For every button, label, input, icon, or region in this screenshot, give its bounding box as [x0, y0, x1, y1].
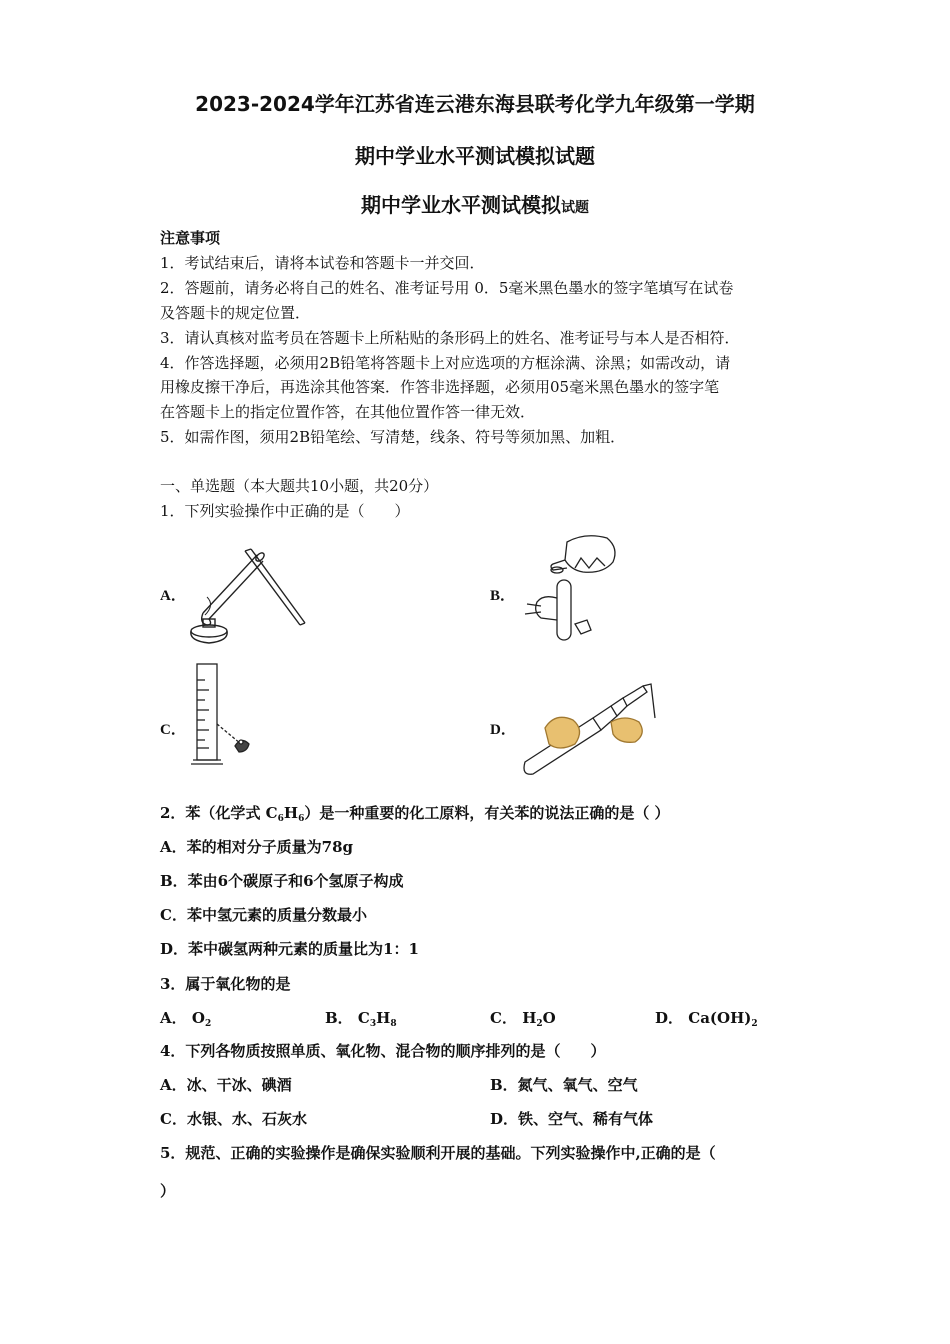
- subscript: 2: [536, 1019, 543, 1029]
- q3-option-c: [490, 1007, 556, 1029]
- q4-option-c: C．水银、水、石灰水: [160, 1110, 307, 1128]
- formula: H: [522, 1009, 537, 1027]
- figure-a-heating-tube: [185, 545, 310, 645]
- q4-option-a: A．冰、干冰、碘酒: [160, 1076, 292, 1094]
- q4-option-b: B．氮气、氧气、空气: [490, 1076, 638, 1094]
- q1-stem: 1．下列实验操作中正确的是（ ）: [160, 502, 410, 520]
- formula: Ca(OH): [688, 1009, 752, 1027]
- formula: H: [376, 1009, 391, 1027]
- q2-stem-mid: H: [283, 804, 299, 822]
- subscript: 2: [204, 1019, 212, 1029]
- q1-label-b: B．: [490, 588, 516, 604]
- q3-stem: 3．属于氧化物的是: [160, 975, 291, 993]
- q1-label-c: C．: [160, 722, 186, 738]
- subscript: 2: [751, 1019, 758, 1029]
- q2-stem-post: ）是一种重要的化工原料，有关苯的说法正确的是（ ）: [304, 804, 670, 822]
- notice-line: 用橡皮擦干净后，再选涂其他答案．作答非选择题，必须用05毫米黑色墨水的签字笔: [160, 378, 720, 396]
- subscript: 8: [390, 1019, 397, 1029]
- q1-label-a: A．: [160, 588, 186, 604]
- option-letter: A．: [160, 1009, 187, 1027]
- q4-stem: 4．下列各物质按照单质、氧化物、混合物的顺序排列的是（ ）: [160, 1042, 606, 1060]
- q4-option-d: D．铁、空气、稀有气体: [490, 1110, 654, 1128]
- notice-heading: 注意事项: [160, 229, 221, 247]
- q2-option-d: D．苯中碳氢两种元素的质量比为1：1: [160, 940, 419, 958]
- section-heading: 一、单选题（本大题共10小题，共20分）: [160, 477, 439, 495]
- q2-option-a: A．苯的相对分子质量为78g: [160, 838, 354, 856]
- figure-b-pouring-liquid: [515, 528, 625, 653]
- option-letter: C．: [490, 1009, 517, 1027]
- q3-option-a: [160, 1007, 211, 1029]
- q2-stem: [160, 802, 670, 824]
- figure-c-graduated-cylinder: [185, 660, 270, 770]
- title-line-3: [0, 189, 950, 218]
- title-line-3-main: 期中学业水平测试模拟: [361, 193, 561, 217]
- q2-option-b: B．苯由6个碳原子和6个氢原子构成: [160, 872, 404, 890]
- figure-d-checking-airtightness: [515, 678, 665, 773]
- notice-line: 4．作答选择题，必须用2B铅笔将答题卡上对应选项的方框涂满、涂黑；如需改动，请: [160, 354, 731, 372]
- title-line-3-small: 试题: [561, 200, 589, 216]
- q3-option-b: [325, 1007, 397, 1029]
- notice-line: 在答题卡上的指定位置作答，在其他位置作答一律无效．: [160, 403, 536, 421]
- option-letter: D．: [655, 1009, 684, 1027]
- q2-sub: 6: [298, 814, 305, 824]
- q5-stem-cont: ）: [160, 1182, 176, 1200]
- q2-stem-pre: 2．苯（化学式 C: [160, 804, 278, 822]
- notice-line: 2．答题前，请务必将自己的姓名、准考证号用 0．5毫米黑色墨水的签字笔填写在试卷: [160, 279, 734, 297]
- q5-stem: 5．规范、正确的实验操作是确保实验顺利开展的基础。下列实验操作中,正确的是（: [160, 1144, 716, 1162]
- formula: O: [542, 1009, 556, 1027]
- q2-sub: 6: [277, 814, 284, 824]
- q3-option-d: [655, 1007, 758, 1029]
- option-letter: B．: [325, 1009, 353, 1027]
- q2-option-c: C．苯中氢元素的质量分数最小: [160, 906, 367, 924]
- notice-line: 及答题卡的规定位置．: [160, 304, 311, 322]
- notice-line: 1．考试结束后，请将本试卷和答题卡一并交回．: [160, 254, 485, 272]
- title-line-2: 期中学业水平测试模拟试题: [355, 144, 595, 168]
- q1-label-d: D．: [490, 722, 516, 738]
- notice-line: 5．如需作图，须用2B铅笔绘、写清楚，线条、符号等须加黑、加粗．: [160, 428, 626, 446]
- notice-line: 3．请认真核对监考员在答题卡上所粘贴的条形码上的姓名、准考证号与本人是否相符．: [160, 329, 740, 347]
- title-line-1: 2023-2024学年江苏省连云港东海县联考化学九年级第一学期: [195, 92, 755, 116]
- formula: O: [191, 1009, 205, 1027]
- formula: C: [357, 1009, 370, 1027]
- subscript: 3: [369, 1019, 377, 1029]
